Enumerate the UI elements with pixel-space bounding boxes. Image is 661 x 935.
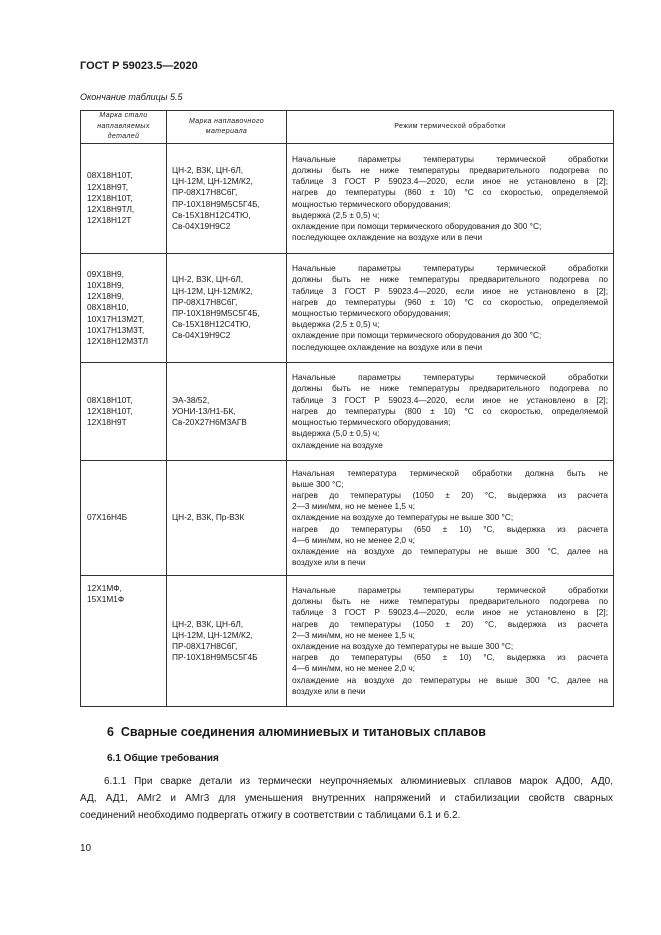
mode-line: таблице 3 ГОСТ Р 59023.4—2020, если иное не установлено в [2]; — [292, 285, 608, 296]
mode-line: должны быть не ниже температуры предварительного подогрева по — [292, 164, 608, 175]
treatment-mode-cell — [287, 363, 614, 461]
mode-line: охлаждение на воздухе до температуры не выше 300 °С, далее на — [292, 546, 608, 556]
mode-line: 2—3 мин/мм, но не менее 1,5 ч; — [292, 501, 415, 512]
mode-line: охлаждение на воздухе до температуры не выше 300 °С; — [292, 641, 514, 651]
steel-grade: 12Х18Н9Т — [87, 417, 127, 428]
header-line: Марка наплавочного — [188, 117, 265, 125]
steel-grade: 10Х17Н13М2Т, — [87, 313, 145, 324]
mode-line: должны быть не ниже температуры предварительного подогрева по — [292, 383, 608, 394]
mode-line: должны быть не ниже температуры предварительного подогрева по — [292, 274, 608, 285]
mode-line: нагрев до температуры (650 ± 10) °С, выдержка из расчета — [292, 523, 608, 534]
mode-line: Начальные параметры температуры термической обработки — [292, 372, 608, 383]
mode-line: мощностью термического оборудования; — [292, 308, 451, 318]
mode-line: таблице 3 ГОСТ Р 59023.4—2020, если иное не установлено в [2]; — [292, 607, 608, 618]
mode-line: воздухе или в печи — [292, 557, 366, 568]
material-cell — [167, 461, 287, 576]
mode-line: 4—6 мин/мм, но не менее 2,0 ч; — [292, 534, 415, 545]
steel-grade: 12Х18Н9Т, — [87, 181, 129, 192]
mode-line: нагрев до температуры (800 ± 10) °С со скоростью, определяемой — [292, 405, 608, 416]
mode-line: нагрев до температуры (960 ± 10) °С со скоростью, определяемой — [292, 296, 608, 307]
mode-line: Начальные параметры температуры термической обработки — [292, 263, 608, 274]
header-line: наплавляемых — [97, 122, 150, 130]
steel-grade: 12Х18Н10Т, — [87, 192, 133, 203]
mode-line: Начальная температура термической обработки должна быть не — [292, 467, 608, 478]
paragraph-6-1-1 — [80, 773, 613, 824]
material: ПР-08Х17Н8С6Г, — [172, 187, 238, 198]
mode-line: выдержка (2,5 ± 0,5) ч; — [292, 209, 380, 220]
steel-grade: 08Х18Н10Т, — [87, 170, 133, 181]
mode-line: выдержка (2,5 ± 0,5) ч; — [292, 319, 380, 330]
mode-line: мощностью термического оборудования; — [292, 417, 451, 428]
material-cell — [167, 363, 287, 461]
treatment-mode-cell — [287, 144, 614, 254]
mode-line: должны быть не ниже температуры предварительного подогрева по — [292, 596, 608, 607]
material: ЦН-12М, ЦН-12М/К2, — [172, 285, 253, 296]
material: Св-20Х27Н6М3АГВ — [172, 417, 247, 428]
material: ЦН-2, ВЗК, ЦН-6Л, — [172, 618, 244, 629]
treatment-mode-cell — [287, 461, 614, 576]
mode-line: выше 300 °С; — [292, 478, 344, 489]
header-line: материала — [205, 128, 248, 135]
material: УОНИ-13/Н1-БК, — [172, 405, 236, 416]
mode-line: нагрев до температуры (650 ± 10) °С, выдержка из расчета — [292, 652, 608, 663]
table-caption: Окончание таблицы 5.5 — [80, 92, 183, 102]
table-header-row — [81, 111, 614, 144]
mode-line: нагрев до температуры (1050 ± 20) °С, выдержка из расчета — [292, 489, 608, 500]
steel-grade: 08Х18Н10Т, — [87, 394, 133, 405]
steel-grade: 12Х18Н9ТЛ, — [87, 204, 135, 215]
mode-line: 4—6 мин/мм, но не менее 2,0 ч; — [292, 663, 415, 674]
header-surfacing-material — [167, 111, 287, 144]
steel-grade-cell — [81, 144, 167, 254]
mode-line: мощностью термического оборудования; — [292, 198, 451, 209]
material: ЦН-2, ВЗК, ЦН-6Л, — [172, 164, 244, 175]
table-row — [81, 363, 614, 461]
mode-line: Начальные параметры температуры термической обработки — [292, 153, 608, 164]
material-cell — [167, 144, 287, 254]
material: ЭА-38/52, — [172, 394, 210, 405]
material: Св-15Х18Н12С4ТЮ, — [172, 209, 251, 220]
material: ПР-10Х18Н9М5С5Г4Б, — [172, 308, 260, 318]
material: ПР-10Х18Н9М5С5Г4Б, — [172, 198, 260, 209]
steel-grade-cell — [81, 576, 167, 707]
header-steel-grade — [81, 111, 167, 144]
steel-grade: 12Х18Н12Т — [87, 215, 132, 226]
steel-grade: 08Х18Н10, — [87, 302, 129, 313]
material: Св-04Х19Н9С2 — [172, 330, 231, 341]
table-row — [81, 144, 614, 254]
paragraph-line: 6.1.1 При сварке детали из термически неупрочняемых алюминиевых сплавов марок АД00, АД0, — [104, 776, 613, 787]
steel-grade-cell — [81, 461, 167, 576]
material: ЦН-12М, ЦН-12М/К2, — [172, 629, 253, 640]
page-number: 10 — [80, 843, 92, 854]
mode-line: выдержка (5,0 ± 0,5) ч; — [292, 428, 380, 439]
steel-grade: 12Х18Н10Т, — [87, 405, 133, 416]
material: ЦН-12М, ЦН-12М/К2, — [172, 176, 253, 187]
material: ЦН-2, ВЗК, ЦН-6Л, — [172, 274, 244, 285]
table-row — [81, 254, 614, 363]
material: ПР-10Х18Н9М5С5Г4Б — [172, 652, 258, 663]
paragraph-line: соединений необходимо подвергать отжигу в соответствии с таблицами 6.1 и 6.2. — [80, 810, 461, 821]
header-heat-treatment-mode: Режим термической обработки — [287, 111, 614, 144]
steel-grade: 09Х18Н9, — [87, 268, 124, 279]
mode-line: охлаждение на воздухе до температуры не выше 300 °С, далее на — [292, 674, 608, 685]
heat-treatment-table — [80, 110, 614, 707]
table-row — [81, 576, 614, 707]
steel-grade-cell — [81, 363, 167, 461]
material-cell — [167, 576, 287, 707]
header-line: деталей — [107, 133, 140, 141]
material-cell — [167, 254, 287, 363]
table-row — [81, 461, 614, 576]
mode-line: охлаждение на воздухе до температуры не выше 300 °С; — [292, 512, 514, 523]
mode-line: последующее охлаждение на воздухе или в печи — [292, 232, 483, 243]
material: ЦН-2, ВЗК, Пр-ВЗК — [172, 512, 245, 523]
steel-grade: 15Х1М1Ф — [87, 594, 125, 605]
steel-grade: 07Х16Н4Б — [87, 512, 128, 523]
mode-line: воздухе или в печи — [292, 685, 366, 696]
subsection-heading: 6.1 Общие требования — [107, 753, 219, 764]
mode-line: Начальные параметры температуры термической обработки — [292, 584, 608, 595]
mode-line: нагрев до температуры (860 ± 10) °С со скоростью, определяемой — [292, 187, 608, 198]
steel-grade: 12Х18Н12М3ТЛ — [87, 336, 149, 346]
section-heading — [107, 725, 486, 739]
material: ПР-08Х17Н8С6Г, — [172, 641, 238, 651]
steel-grade: 10Х17Н13М3Т, — [87, 324, 145, 335]
steel-grade: 12Х1МФ, — [87, 583, 122, 593]
document-code: ГОСТ Р 59023.5—2020 — [80, 60, 198, 72]
section-title: Сварные соединения алюминиевых и титановых сплавов — [120, 725, 486, 739]
steel-grade-cell — [81, 254, 167, 363]
material: ПР-08Х17Н8С6Г, — [172, 296, 238, 307]
treatment-mode-cell — [287, 576, 614, 707]
mode-line: охлаждение при помощи термического оборудования до 300 °С; — [292, 330, 542, 341]
mode-line: таблице 3 ГОСТ Р 59023.4—2020, если иное не установлено в [2]; — [292, 394, 608, 405]
mode-line: таблице 3 ГОСТ Р 59023.4—2020, если иное не установлено в [2]; — [292, 176, 608, 187]
mode-line: охлаждение на воздухе — [292, 439, 383, 450]
material: Св-04Х19Н9С2 — [172, 220, 231, 231]
steel-grade: 10Х18Н9, — [87, 279, 124, 290]
steel-grade: 12Х18Н9, — [87, 291, 124, 302]
header-line: Марка стали — [99, 112, 148, 120]
material: Св-15Х18Н12С4ТЮ, — [172, 319, 251, 330]
mode-line: нагрев до температуры (1050 ± 20) °С, выдержка из расчета — [292, 618, 608, 629]
mode-line: 2—3 мин/мм, но не менее 1,5 ч; — [292, 629, 415, 640]
mode-line: последующее охлаждение на воздухе или в печи — [292, 341, 483, 352]
paragraph-line: АД, АД1, АМг2 и АМг3 для уменьшения внутренних напряжений и стабилизации свойств сварных — [80, 793, 613, 804]
section-number: 6 — [107, 725, 114, 739]
mode-line: охлаждение при помощи термического оборудования до 300 °С; — [292, 220, 542, 231]
treatment-mode-cell — [287, 254, 614, 363]
